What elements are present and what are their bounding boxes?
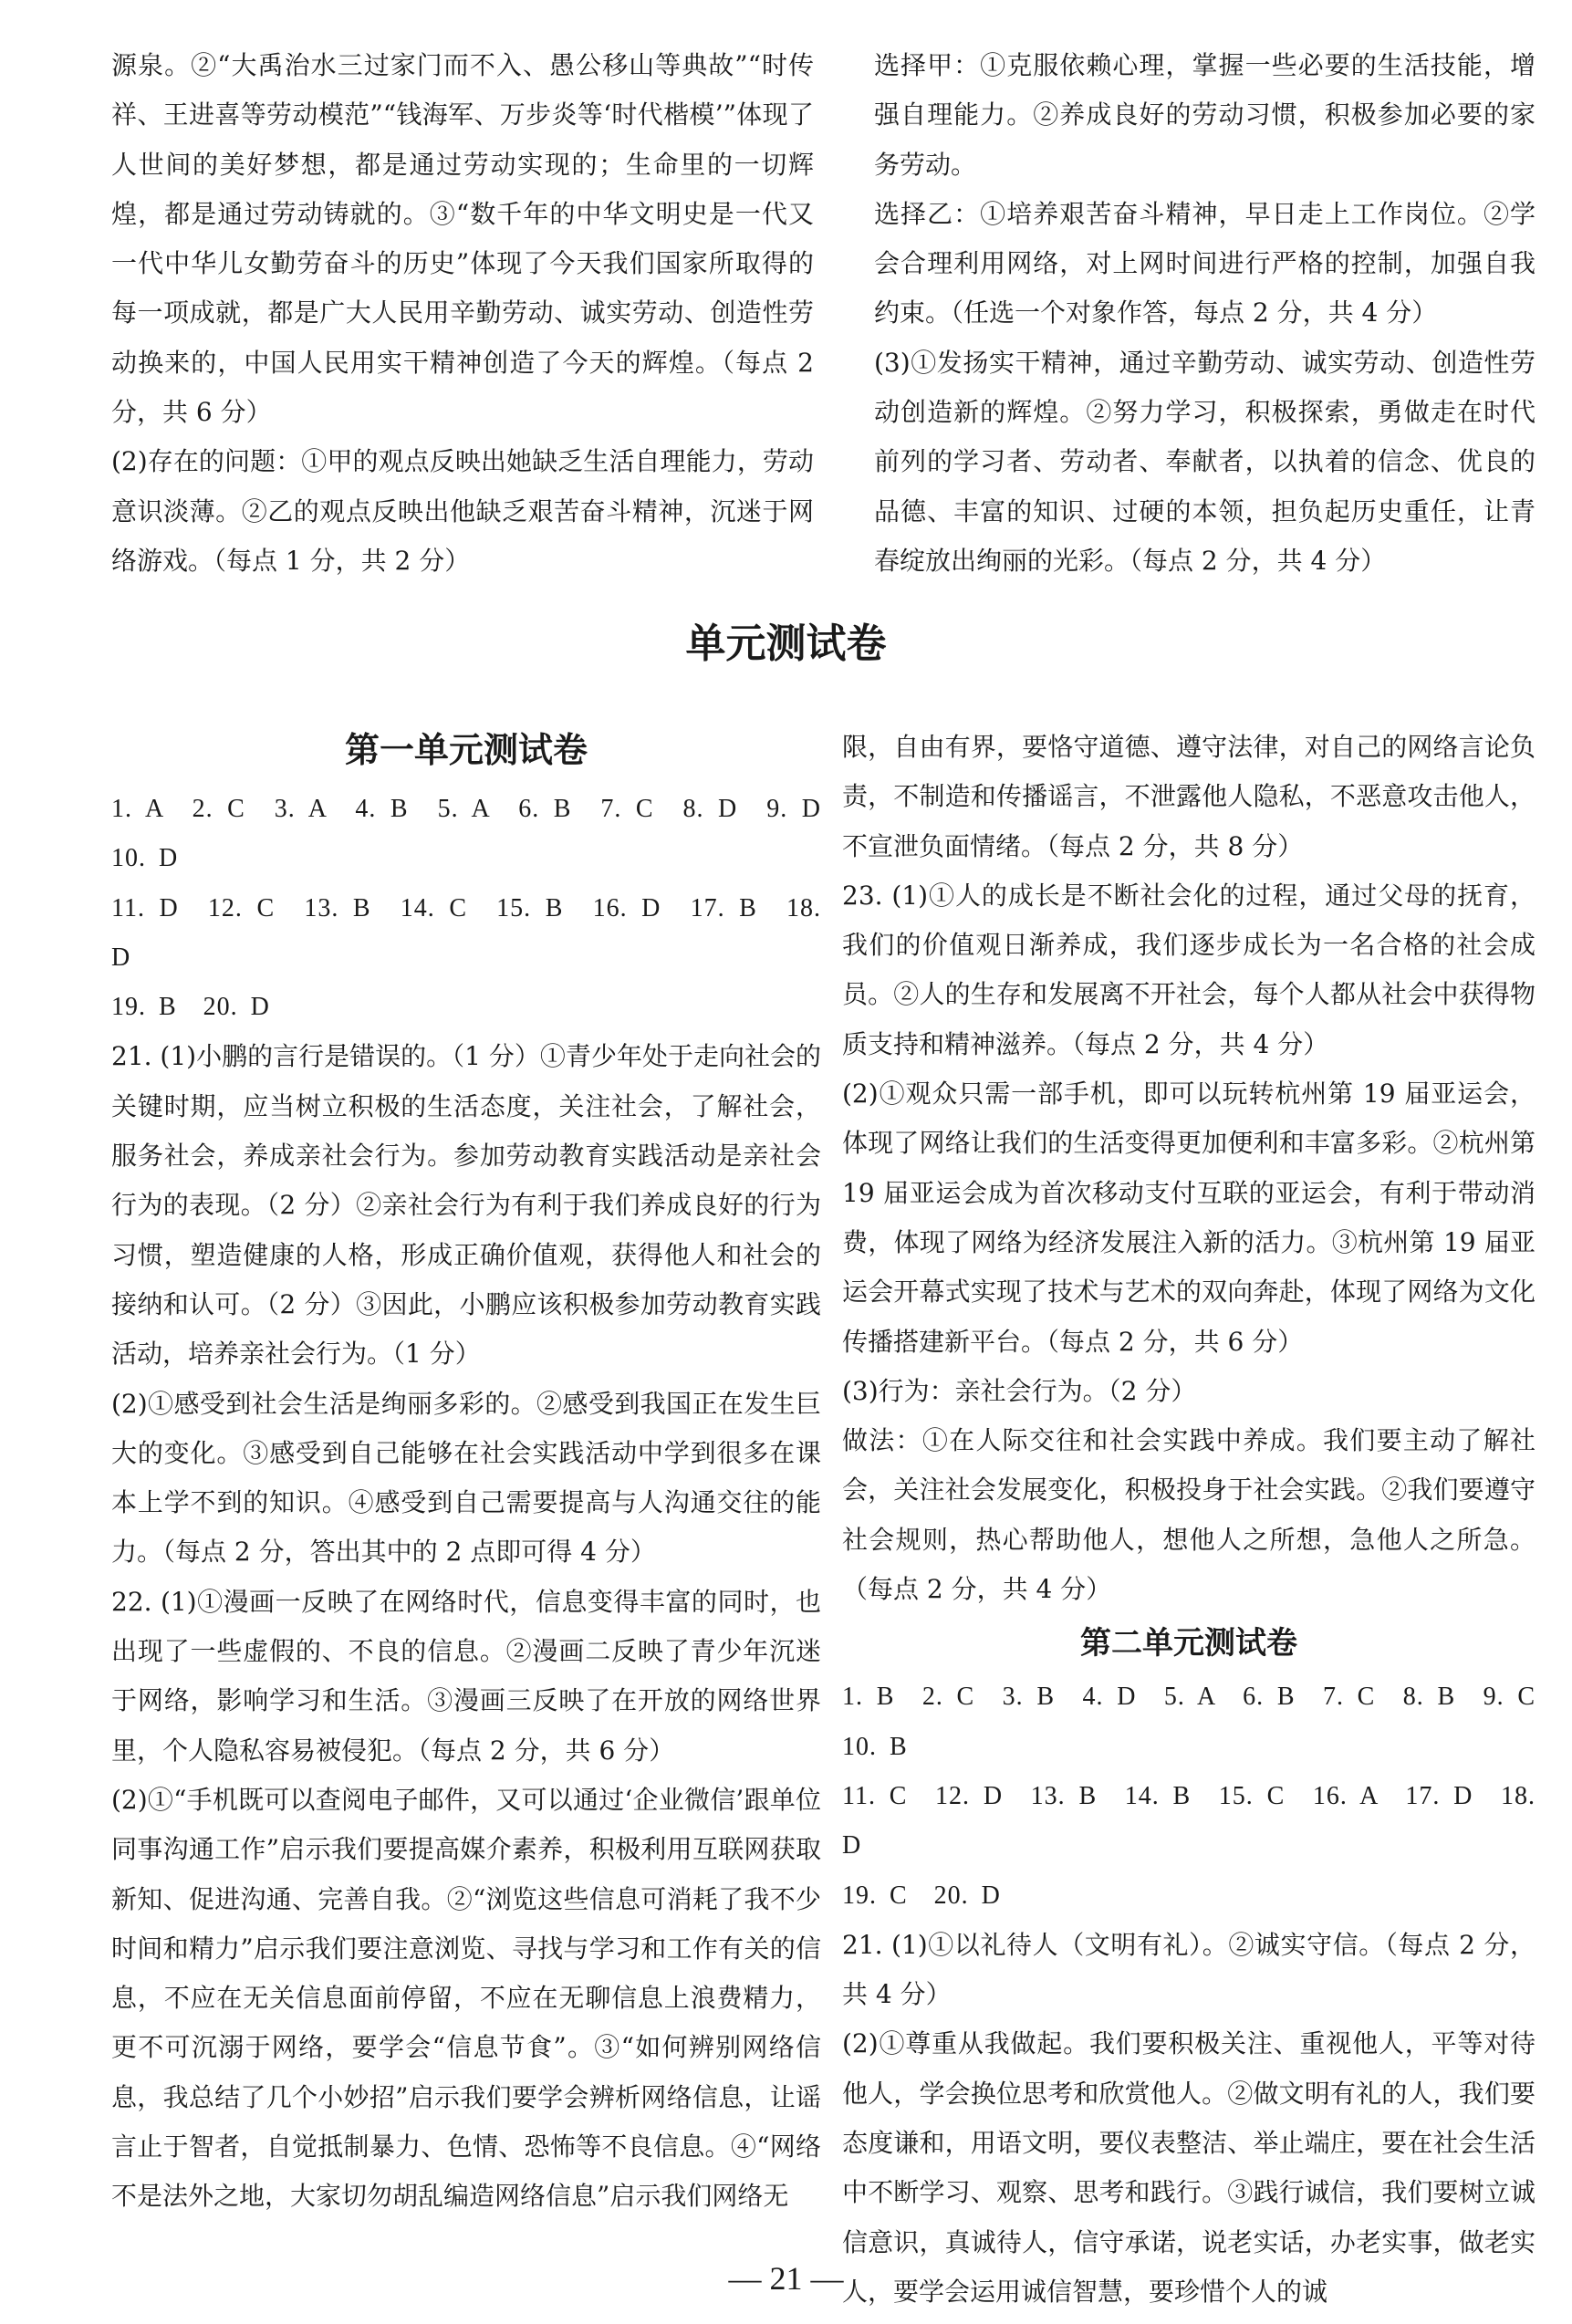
paragraph: 源泉。②“大禹治水三过家门而不入、愚公移山等典故”“时传祥、王进喜等劳动模范”“钱海军、万步炎等‘时代楷模’”体现了人世间的美好梦想，都是通过劳动实现的；生命里的一切辉煌，都是通过劳动铸就的。③“数千年的中华文明史是一代又一代中华儿女勤劳奋斗的历史”体现了今天我们国家所取得的每一项成就，都是广大人民用辛勤劳动、诚实劳动、创造性劳动换来的，中国人民用实干精神创造了今天的辉煌。（每点 2 分，共 6 分） [111,50,814,428]
question-22-continued: 限，自由有界，要恪守道德、遵守法律，对自己的网络言论负责，不制造和传播谣言，不泄露他人隐私，不恶意攻击他人，不宣泄负面情绪。（每点 2 分，共 8 分） [842,732,1536,861]
question-21-part2: (2)①感受到社会生活是绚丽多彩的。②感受到我国正在发生巨大的变化。③感受到自己能够在社会实践活动中学到很多在课本上学不到的知识。④感受到自己需要提高与人沟通交往的能力。（每点 2 分，答出其中的 2 点即可得 4 分） [111,1388,821,1568]
unit2-question-21-part2: (2)①尊重从我做起。我们要积极关注、重视他人，平等对待他人，学会换位思考和欣赏他人。②做文明有礼的人，我们要态度谦和，用语文明，要仪表整洁、举止端庄，要在社会生活中不断学习、观察、思考和践行。③践行诚信，我们要树立诚信意识，真诚待人，信守承诺，说老实话，办老实事，做老实人，要学会运用诚信智慧，要珍惜个人的诚 [842,2028,1536,2307]
answer-row: 1. B 2. C 3. B 4. D 5. A 6. B 7. C 8. B 9. C 10. B [842,1683,1563,1761]
unit1-title: 第一单元测试卷 [344,730,588,770]
unit1-right-column [842,723,1563,2317]
section-main-title: 单元测试卷 [685,620,887,667]
unit1-left-column [111,785,848,2222]
answer-row: 1. A 2. C 3. A 4. B 5. A 6. B 7. C 8. D 9. D 10. D [111,795,848,873]
question-21-part1: 21. (1)小鹏的言行是错误的。（1 分）①青少年处于走向社会的关键时期，应当树立积极的生活态度，关注社会，了解社会，服务社会，养成亲社会行为。参加劳动教育实践活动是亲社会行为的表现。（2 分）②亲社会行为有利于我们养成良好的行为习惯，塑造健康的人格，形成正确价值观，获得他人和社会的接纳和认可。（2 分）③因此，小鹏应该积极参加劳动教育实践活动，培养亲社会行为。（1 分） [111,1041,821,1370]
question-23-part3: (3)行为：亲社会行为。（2 分） [842,1375,1197,1406]
top-left-column [111,41,814,586]
paragraph: (3)①发扬实干精神，通过辛勤劳动、诚实劳动、创造性劳动创造新的辉煌。②努力学习，积极探索，勇做走在时代前列的学习者、劳动者、奉献者，以执着的信念、优良的品德、丰富的知识、过硬的本领，担负起历史重任，让青春绽放出绚丽的光彩。（每点 2 分，共 4 分） [874,347,1536,576]
top-right-column [874,41,1536,586]
answer-row: 19. C 20. D [842,1881,1001,1910]
question-23-part4: 做法：①在人际交往和社会实践中养成。我们要主动了解社会，关注社会发展变化，积极投身于社会实践。②我们要遵守社会规则，热心帮助他人，想他人之所想，急他人之所急。（每点 2 分，共 4 分） [842,1425,1536,1605]
unit2-question-21-part1: 21. (1)①以礼待人（文明有礼）。②诚实守信。（每点 2 分，共 4 分） [842,1929,1536,2010]
paragraph: (2)存在的问题：①甲的观点反映出她缺乏生活自理能力，劳动意识淡薄。②乙的观点反映出他缺乏艰苦奋斗精神，沉迷于网络游戏。（每点 1 分，共 2 分） [111,446,814,576]
question-23-part2: (2)①观众只需一部手机，即可以玩转杭州第 19 届亚运会，体现了网络让我们的生活变得更加便利和丰富多彩。②杭州第 19 届亚运会成为首次移动支付互联的亚运会，有利于带动消费，体现了网络为经济发展注入新的活力。③杭州第 19 届亚运会开幕式实现了技术与艺术的双向奔赴，体现了网络为文化传播搭建新平台。（每点 2 分，共 6 分） [842,1079,1536,1357]
page-number: — 21 — [728,2260,844,2297]
question-22-part2: (2)①“手机既可以查阅电子邮件，又可以通过‘企业微信’跟单位同事沟通工作”启示我们要提高媒介素养，积极利用互联网获取新知、促进沟通、完善自我。②“浏览这些信息可消耗了我不少时间和精力”启示我们要注意浏览、寻找与学习和工作有关的信息，不应在无关信息面前停留，不应在无聊信息上浪费精力，更不可沉溺于网络，要学会“信息节食”。③“如何辨别网络信息，我总结了几个小妙招”启示我们要学会辨析网络信息，让谣言止于智者，自觉抵制暴力、色情、恐怖等不良信息。④“网络不是法外之地，大家切勿胡乱编造网络信息”启示我们网络无 [111,1784,821,2212]
paragraph: 选择甲：①克服依赖心理，掌握一些必要的生活技能，增强自理能力。②养成良好的劳动习惯，积极参加必要的家务劳动。 [874,50,1536,180]
unit2-title: 第二单元测试卷 [1080,1625,1297,1662]
answer-row: 11. C 12. D 13. B 14. B 15. C 16. A 17. D 18. D [842,1781,1536,1860]
answer-row: 19. B 20. D [111,993,270,1022]
paragraph: 选择乙：①培养艰苦奋斗精神，早日走上工作岗位。②学会合理利用网络，对上网时间进行严格的控制，加强自我约束。（任选一个对象作答，每点 2 分，共 4 分） [874,198,1536,328]
question-22-part1: 22. (1)①漫画一反映了在网络时代，信息变得丰富的同时，也出现了一些虚假的、不良的信息。②漫画二反映了青少年沉迷于网络，影响学习和生活。③漫画三反映了在开放的网络世界里，个人隐私容易被侵犯。（每点 2 分，共 6 分） [111,1586,821,1766]
question-23-part1: 23. (1)①人的成长是不断社会化的过程，通过父母的抚育，我们的价值观日渐养成，我们逐步成长为一名合格的社会成员。②人的生存和发展离不开社会，每个人都从社会中获得物质支持和精神滋养。（每点 2 分，共 4 分） [842,880,1536,1059]
answer-row: 11. D 12. C 13. B 14. C 15. B 16. D 17. B 18. D [111,893,821,972]
